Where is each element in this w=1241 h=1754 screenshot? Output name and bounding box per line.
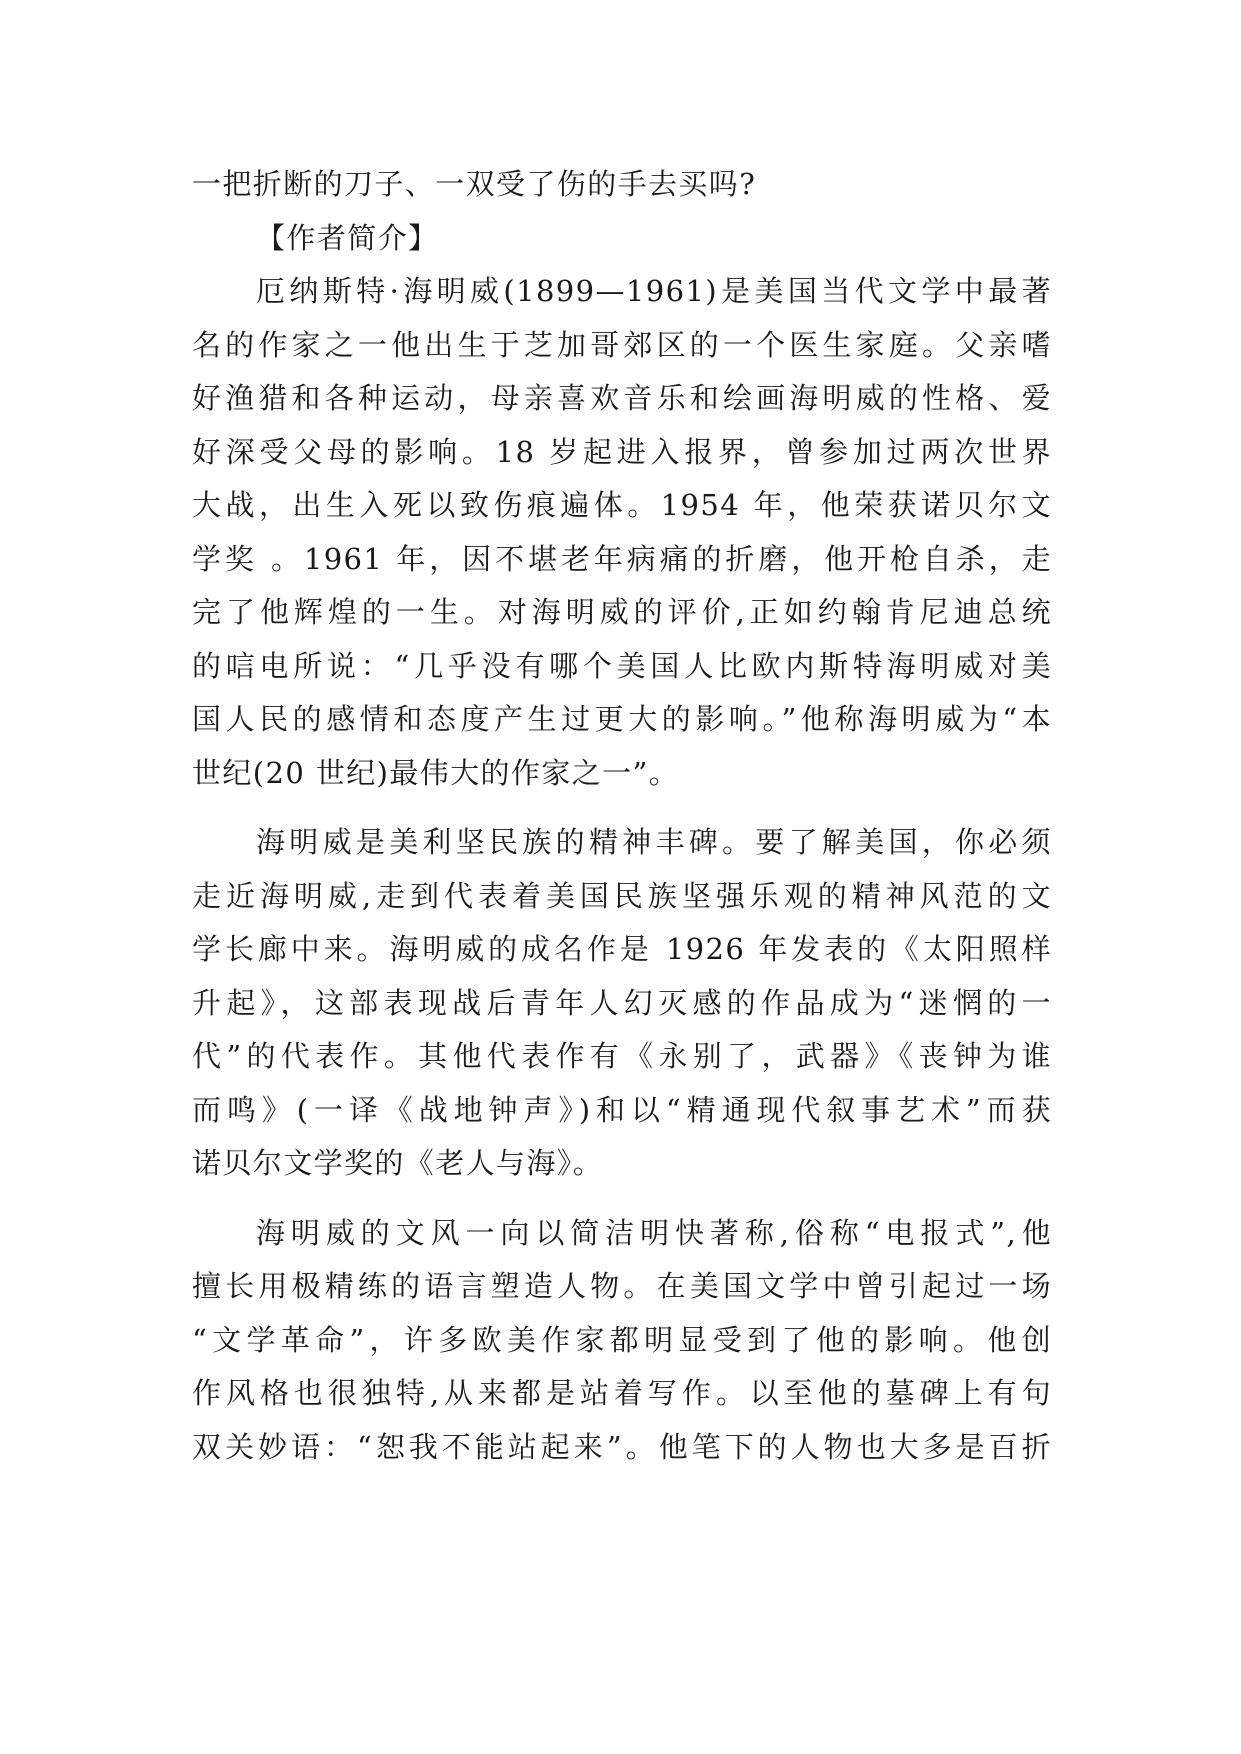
section-heading: 【作者简介】: [256, 220, 439, 255]
paragraph-line: 而鸣》(一译《战地钟声》)和以“精通现代叙事艺术”而获: [192, 1092, 1052, 1127]
paragraph-2: [192, 816, 1052, 1191]
paragraph-line: “文学革命”，许多欧美作家都明显受到了他的影响。他创: [192, 1322, 1052, 1357]
paragraph-line: 学长廊中来。海明威的成名作是 1926 年发表的《太阳照样: [192, 932, 1052, 966]
paragraph-spacer: [192, 800, 1052, 816]
paragraph-line: 双关妙语：“恕我不能站起来”。他笔下的人物也大多是百折: [192, 1429, 1052, 1464]
paragraph-line: 海明威的文风一向以简洁明快著称,俗称“电报式”,他: [256, 1215, 1052, 1250]
paragraph-line: 完了他辉煌的一生。对海明威的评价,正如约翰肯尼迪总统: [192, 595, 1052, 629]
paragraph-line: 世纪(20 世纪)最伟大的作家之一”。: [192, 755, 680, 790]
paragraph-line: 大战，出生入死以致伤痕遍体。1954 年，他荣获诺贝尔文: [192, 488, 1052, 522]
paragraph-line: 名的作家之一他出生于芝加哥郊区的一个医生家庭。父亲嗜: [192, 327, 1052, 362]
document-body: [192, 158, 1052, 1474]
paragraph-line: 学奖 。1961 年，因不堪老年病痛的折磨，他开枪自杀，走: [192, 541, 1052, 576]
paragraph-line: 走近海明威,走到代表着美国民族坚强乐观的精神风范的文: [192, 878, 1052, 913]
paragraph-line: 作风格也很独特,从来都是站着写作。以至他的墓碑上有句: [192, 1376, 1052, 1410]
paragraph-line: 擅长用极精练的语言塑造人物。在美国文学中曾引起过一场: [192, 1269, 1052, 1303]
paragraph-1: [192, 265, 1052, 800]
paragraph-line: 好深受父母的影响。18 岁起进入报界，曾参加过两次世界: [192, 434, 1052, 469]
paragraph-spacer: [192, 1191, 1052, 1207]
paragraph-line: 厄纳斯特·海明威(1899—1961)是美国当代文学中最著: [256, 274, 1052, 308]
paragraph-line: 国人民的感情和态度产生过更大的影响。”他称海明威为“本: [192, 702, 1052, 736]
opening-line: 一把折断的刀子、一双受了伤的手去买吗?: [192, 167, 757, 201]
paragraph-line: 代”的代表作。其他代表作有《永别了，武器》《丧钟为谁: [192, 1039, 1052, 1073]
paragraph-line: 的唁电所说：“几乎没有哪个美国人比欧内斯特海明威对美: [192, 648, 1052, 683]
paragraph-line: 升起》，这部表现战后青年人幻灭感的作品成为“迷惘的一: [192, 985, 1052, 1020]
paragraph-line: 诺贝尔文学奖的《老人与海》。: [192, 1146, 604, 1180]
paragraph-3: [192, 1207, 1052, 1475]
paragraph-line: 海明威是美利坚民族的精神丰碑。要了解美国，你必须: [256, 825, 1052, 859]
paragraph-line: 好渔猎和各种运动，母亲喜欢音乐和绘画海明威的性格、爱: [192, 381, 1052, 415]
